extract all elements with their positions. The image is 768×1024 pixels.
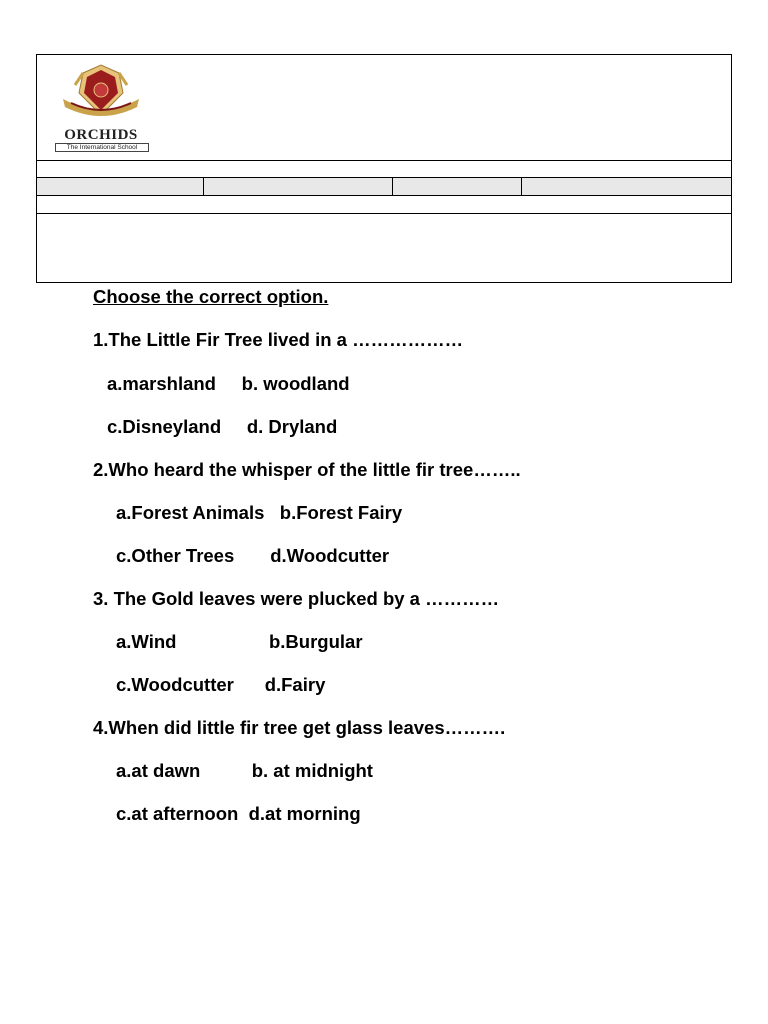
question-3-options-a-b: a.Wind b.Burgular [116,631,363,652]
instruction-heading: Choose the correct option. [93,286,329,307]
info-row-4 [37,214,731,282]
crest-icon [53,63,149,129]
logo-row [37,55,731,161]
question-3-options-c-d: c.Woodcutter d.Fairy [116,674,326,695]
info-row-2 [37,178,731,196]
question-1-options-a-b: a.marshland b. woodland [107,373,350,394]
question-1: 1.The Little Fir Tree lived in a ……………… [93,329,464,350]
question-3: 3. The Gold leaves were plucked by a ………… [93,588,500,609]
info-row-1 [37,160,731,178]
question-4: 4.When did little fir tree get glass leaves………. [93,717,506,738]
school-logo [53,63,149,149]
question-2-options-c-d: c.Other Trees d.Woodcutter [116,545,390,566]
info-cell-1 [37,178,204,195]
info-cell-2 [204,178,393,195]
question-2-options-a-b: a.Forest Animals b.Forest Fairy [116,502,403,523]
logo-wordmark: ORCHIDS [64,127,138,143]
question-4-options-c-d: c.at afternoon d.at morning [116,803,361,824]
info-row-3 [37,196,731,214]
question-2: 2.Who heard the whisper of the little fir tree…….. [93,459,521,480]
logo-tagline: The International School [55,143,149,152]
question-4-options-a-b: a.at dawn b. at midnight [116,760,373,781]
question-1-options-c-d: c.Disneyland d. Dryland [107,416,338,437]
header-table [36,54,732,283]
info-cell-3 [393,178,522,195]
